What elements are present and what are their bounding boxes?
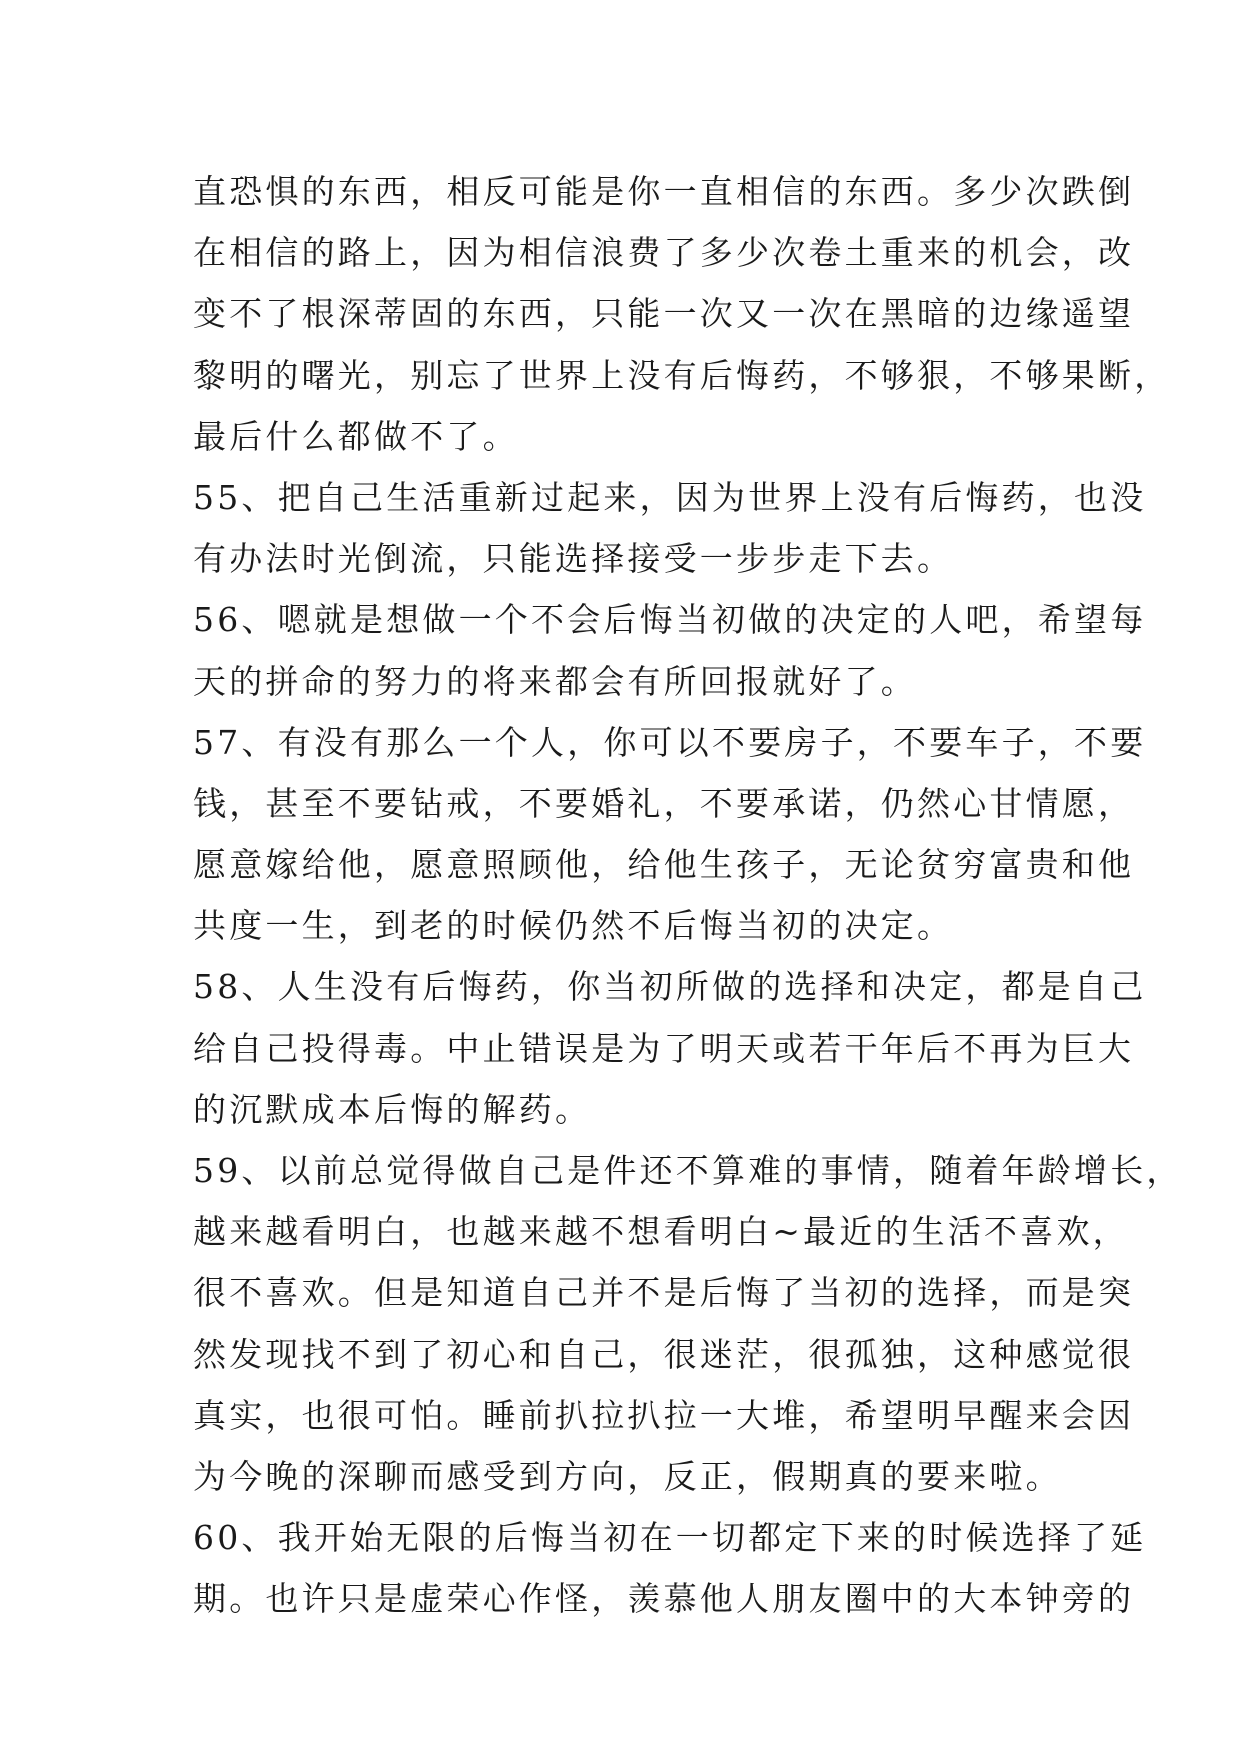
text-line: 愿意嫁给他，愿意照顾他，给他生孩子，无论贫穷富贵和他: [193, 845, 1135, 885]
text-line: 最后什么都做不了。: [193, 416, 519, 456]
text-line: 天的拼命的努力的将来都会有所回报就好了。: [193, 661, 917, 701]
text-line: 钱，甚至不要钻戒，不要婚礼，不要承诺，仍然心甘情愿，: [193, 783, 1135, 823]
text-line: 共度一生，到老的时候仍然不后悔当初的决定。: [193, 906, 954, 946]
text-line: 变不了根深蒂固的东西，只能一次又一次在黑暗的边缘遥望: [193, 294, 1135, 334]
text-line: 然发现找不到了初心和自己，很迷茫，很孤独，这种感觉很: [193, 1334, 1135, 1374]
text-line: 越来越看明白，也越来越不想看明白~最近的生活不喜欢，: [193, 1212, 1129, 1252]
document-body: [193, 161, 1183, 1630]
text-line: 在相信的路上，因为相信浪费了多少次卷土重来的机会，改: [193, 233, 1135, 273]
text-line: 的沉默成本后悔的解药。: [193, 1089, 592, 1129]
text-line: 黎明的曙光，别忘了世界上没有后悔药，不够狠，不够果断，: [193, 355, 1171, 395]
text-line: 59、以前总觉得做自己是件还不算难的事情，随着年龄增长，: [193, 1151, 1183, 1190]
text-line: 为今晚的深聊而感受到方向，反正，假期真的要来啦。: [193, 1456, 1062, 1496]
text-line: 很不喜欢。但是知道自己并不是后悔了当初的选择，而是突: [193, 1273, 1135, 1313]
text-line: 真实，也很可怕。睡前扒拉扒拉一大堆，希望明早醒来会因: [193, 1395, 1135, 1435]
text-line: 给自己投得毒。中止错误是为了明天或若干年后不再为巨大: [193, 1028, 1135, 1068]
text-line: 期。也许只是虚荣心作怪，羡慕他人朋友圈中的大本钟旁的: [193, 1579, 1135, 1619]
text-line: 60、我开始无限的后悔当初在一切都定下来的时候选择了延: [193, 1518, 1147, 1558]
text-line: 58、人生没有后悔药，你当初所做的选择和决定，都是自己: [193, 967, 1147, 1007]
text-line: 56、嗯就是想做一个不会后悔当初做的决定的人吧，希望每: [193, 600, 1147, 640]
text-line: 57、有没有那么一个人，你可以不要房子，不要车子，不要: [193, 722, 1147, 762]
text-line: 55、把自己生活重新过起来，因为世界上没有后悔药，也没: [193, 477, 1147, 517]
text-line: 有办法时光倒流，只能选择接受一步步走下去。: [193, 539, 954, 579]
text-line: 直恐惧的东西，相反可能是你一直相信的东西。多少次跌倒: [193, 172, 1135, 211]
